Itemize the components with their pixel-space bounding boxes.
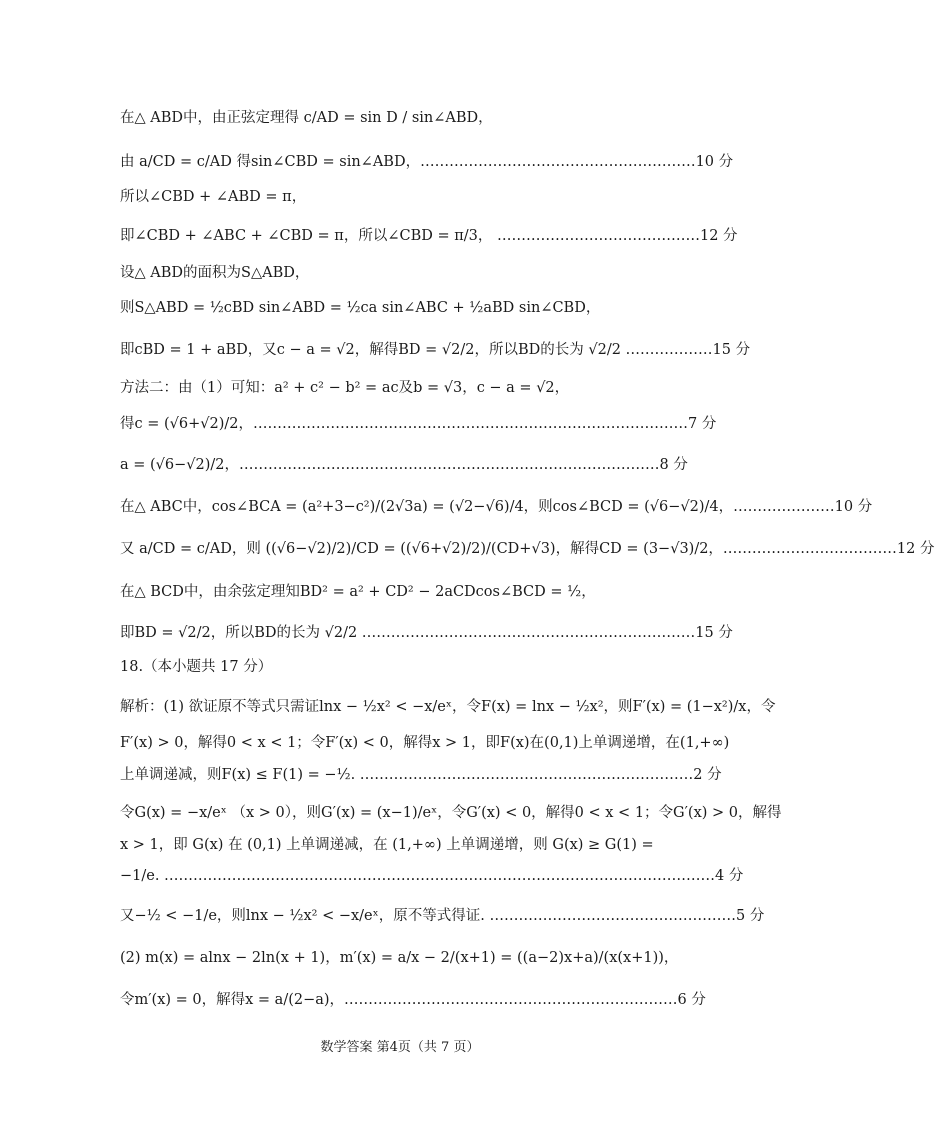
text-line: 即∠CBD + ∠ABC + ∠CBD = π，所以∠CBD = π/3， ……………………………………12 分 bbox=[120, 228, 738, 244]
text-line: 在△ ABC中，cos∠BCA = (a²+3−c²)/(2√3a) = (√2−√6)/4，则cos∠BCD = (√6−√2)/4，…………………10 分 bbox=[120, 499, 873, 515]
text-line: 令m′(x) = 0，解得x = a/(2−a)，……………………………………………………………6 分 bbox=[120, 992, 706, 1008]
section-heading: 18.（本小题共 17 分） bbox=[120, 659, 273, 675]
text-line: 则S△ABD = ½cBD sin∠ABD = ½ca sin∠ABC + ½aBD sin∠CBD， bbox=[120, 300, 601, 316]
text-line: 由 a/CD = c/AD 得sin∠CBD = sin∠ABD，…………………………………………………10 分 bbox=[120, 154, 734, 170]
text-line: a = (√6−√2)/2，……………………………………………………………………………8 分 bbox=[120, 457, 688, 473]
text-line: F′(x) > 0，解得0 < x < 1；令F′(x) < 0，解得x > 1，即F(x)在(0,1)上单调递增，在(1,+∞) bbox=[120, 735, 730, 751]
text-line: x > 1，即 G(x) 在 (0,1) 上单调递减，在 (1,+∞) 上单调递增，则 G(x) ≥ G(1) = bbox=[120, 837, 654, 853]
text-line: 上单调递减，则F(x) ≤ F(1) = −½. ……………………………………………………………2 分 bbox=[120, 767, 722, 783]
text-line: 解析：(1) 欲证原不等式只需证lnx − ½x² < −x/eˣ，令F(x) = lnx − ½x²，则F′(x) = (1−x²)/x，令 bbox=[120, 699, 776, 715]
text-line: 在△ ABD中，由正弦定理得 c/AD = sin D / sin∠ABD， bbox=[120, 110, 493, 126]
text-line: 得c = (√6+√2)/2，………………………………………………………………………………7 分 bbox=[120, 416, 717, 432]
text-line: 即cBD = 1 + aBD，又c − a = √2，解得BD = √2/2，所以BD的长为 √2/2 ………………15 分 bbox=[120, 342, 751, 358]
text-line: 在△ BCD中，由余弦定理知BD² = a² + CD² − 2aCDcos∠BCD = ½， bbox=[120, 584, 596, 600]
text-line: (2) m(x) = alnx − 2ln(x + 1)，m′(x) = a/x − 2/(x+1) = ((a−2)x+a)/(x(x+1))， bbox=[120, 950, 679, 966]
text-line: 又 a/CD = c/AD，则 ((√6−√2)/2)/CD = ((√6+√2)/2)/(CD+√3)，解得CD = (3−√3)/2，………………………………12 分 bbox=[120, 541, 935, 557]
text-line: 令G(x) = −x/eˣ （x > 0），则G′(x) = (x−1)/eˣ，令G′(x) < 0，解得0 < x < 1；令G′(x) > 0，解得 bbox=[120, 805, 782, 821]
text-line: −1/e. ……………………………………………………………………………………………………4 分 bbox=[120, 868, 744, 884]
text-line: 方法二：由（1）可知：a² + c² − b² = ac及b = √3，c − a = √2， bbox=[120, 380, 570, 396]
text-line: 又−½ < −1/e，则lnx − ½x² < −x/eˣ，原不等式得证. ……………………………………………5 分 bbox=[120, 908, 765, 924]
page-footer: 数学答案 第4页（共 7 页） bbox=[320, 1040, 480, 1055]
text-line: 所以∠CBD + ∠ABD = π， bbox=[120, 189, 307, 205]
text-line: 设△ ABD的面积为S△ABD， bbox=[120, 265, 310, 281]
text-line: 即BD = √2/2，所以BD的长为 √2/2 ……………………………………………………………15 分 bbox=[120, 625, 733, 641]
